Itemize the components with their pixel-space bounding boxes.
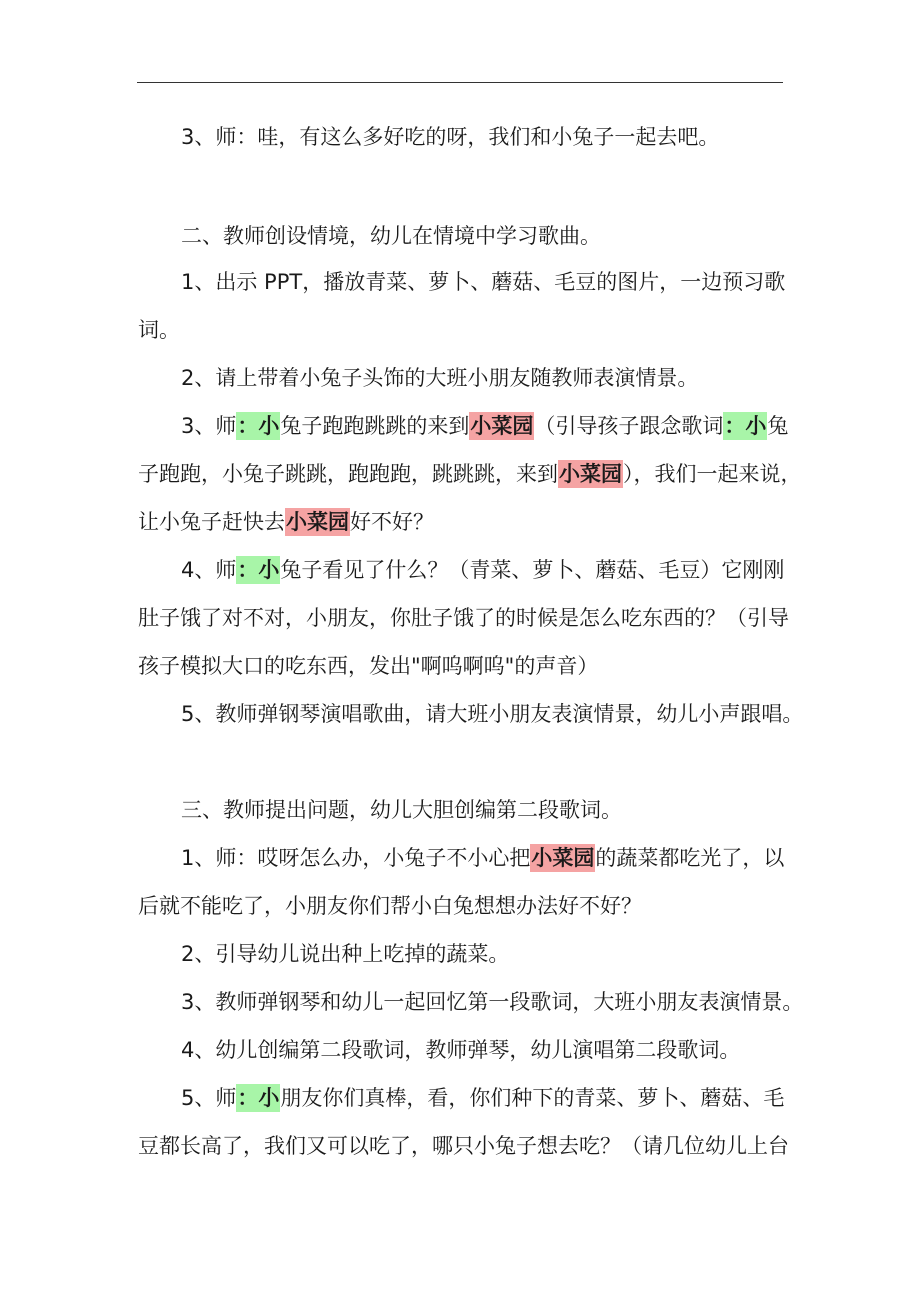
- text-line: [0, 123, 920, 151]
- text-segment: 让小兔子赶快去: [138, 510, 285, 534]
- header-rule: [137, 82, 783, 83]
- text-line: [0, 556, 920, 584]
- text-line: [0, 604, 920, 632]
- text-segment: 1、出示 PPT，播放青菜、萝卜、蘑菇、毛豆的图片，一边预习歌: [181, 270, 786, 294]
- text-line: [0, 460, 920, 488]
- text-segment: 4、幼儿创编第二段歌词，教师弹琴，幼儿演唱第二段歌词。: [181, 1038, 741, 1062]
- text-line: [0, 652, 920, 680]
- highlight-green: ：小: [237, 558, 280, 582]
- text-line: [0, 508, 920, 536]
- text-segment: 朋友你们真棒，看，你们种下的青菜、萝卜、蘑菇、毛: [280, 1086, 785, 1110]
- text-segment: 词。: [138, 318, 180, 342]
- highlight-green: ：小: [237, 1086, 280, 1110]
- text-segment: （引导孩子跟念歌词: [534, 414, 724, 438]
- highlight-red: 小菜园: [470, 414, 534, 438]
- text-line: [0, 700, 920, 728]
- text-line: [0, 940, 920, 968]
- text-line: [0, 364, 920, 392]
- text-line: [0, 268, 920, 296]
- text-segment: 3、师：哇，有这么多好吃的呀，我们和小兔子一起去吧。: [181, 125, 720, 149]
- text-segment: 2、请上带着小兔子头饰的大班小朋友随教师表演情景。: [181, 366, 699, 390]
- text-line: [0, 222, 920, 250]
- text-line: [0, 1132, 920, 1160]
- text-segment: 孩子模拟大口的吃东西，发出"啊呜啊呜"的声音）: [138, 654, 599, 678]
- text-segment: 子跑跑，小兔子跳跳，跑跑跑，跳跳跳，来到: [138, 462, 558, 486]
- text-line: [0, 1036, 920, 1064]
- text-line: [0, 796, 920, 824]
- text-segment: 肚子饿了对不对，小朋友，你肚子饿了的时候是怎么吃东西的？（引导: [138, 606, 789, 630]
- text-segment: 2、引导幼儿说出种上吃掉的蔬菜。: [181, 942, 510, 966]
- text-segment: 5、教师弹钢琴演唱歌曲，请大班小朋友表演情景，幼儿小声跟唱。: [181, 702, 804, 726]
- text-line: [0, 844, 920, 872]
- text-line: [0, 316, 920, 344]
- text-segment: 兔子跑跑跳跳的来到: [280, 414, 470, 438]
- text-segment: 豆都长高了，我们又可以吃了，哪只小兔子想去吃？（请几位幼儿上台: [138, 1134, 789, 1158]
- text-line: [0, 892, 920, 920]
- text-line: [0, 988, 920, 1016]
- highlight-red: 小菜园: [286, 510, 349, 534]
- text-segment: ），我们一起来说，: [623, 462, 802, 486]
- highlight-green: ：小: [237, 414, 280, 438]
- text-segment: 5、师: [181, 1086, 237, 1110]
- text-segment: 3、师: [181, 414, 237, 438]
- text-segment: 后就不能吃了，小朋友你们帮小白兔想想办法好不好？: [138, 894, 642, 918]
- highlight-green: ：小: [724, 414, 767, 438]
- text-line: [0, 1084, 920, 1112]
- text-line: [0, 412, 920, 440]
- text-segment: 1、师：哎呀怎么办，小兔子不小心把: [181, 846, 531, 870]
- text-segment: 三、教师提出问题，幼儿大胆创编第二段歌词。: [181, 798, 622, 822]
- highlight-red: 小菜园: [559, 462, 622, 486]
- text-segment: 兔子看见了什么？（青菜、萝卜、蘑菇、毛豆）它刚刚: [280, 558, 785, 582]
- highlight-red: 小菜园: [531, 846, 595, 870]
- text-segment: 兔: [767, 414, 789, 438]
- text-segment: 二、教师创设情境，幼儿在情境中学习歌曲。: [181, 224, 601, 248]
- text-segment: 好不好？: [350, 510, 434, 534]
- text-segment: 3、教师弹钢琴和幼儿一起回忆第一段歌词，大班小朋友表演情景。: [181, 990, 804, 1014]
- text-segment: 4、师: [181, 558, 237, 582]
- text-segment: 的蔬菜都吃光了，以: [595, 846, 785, 870]
